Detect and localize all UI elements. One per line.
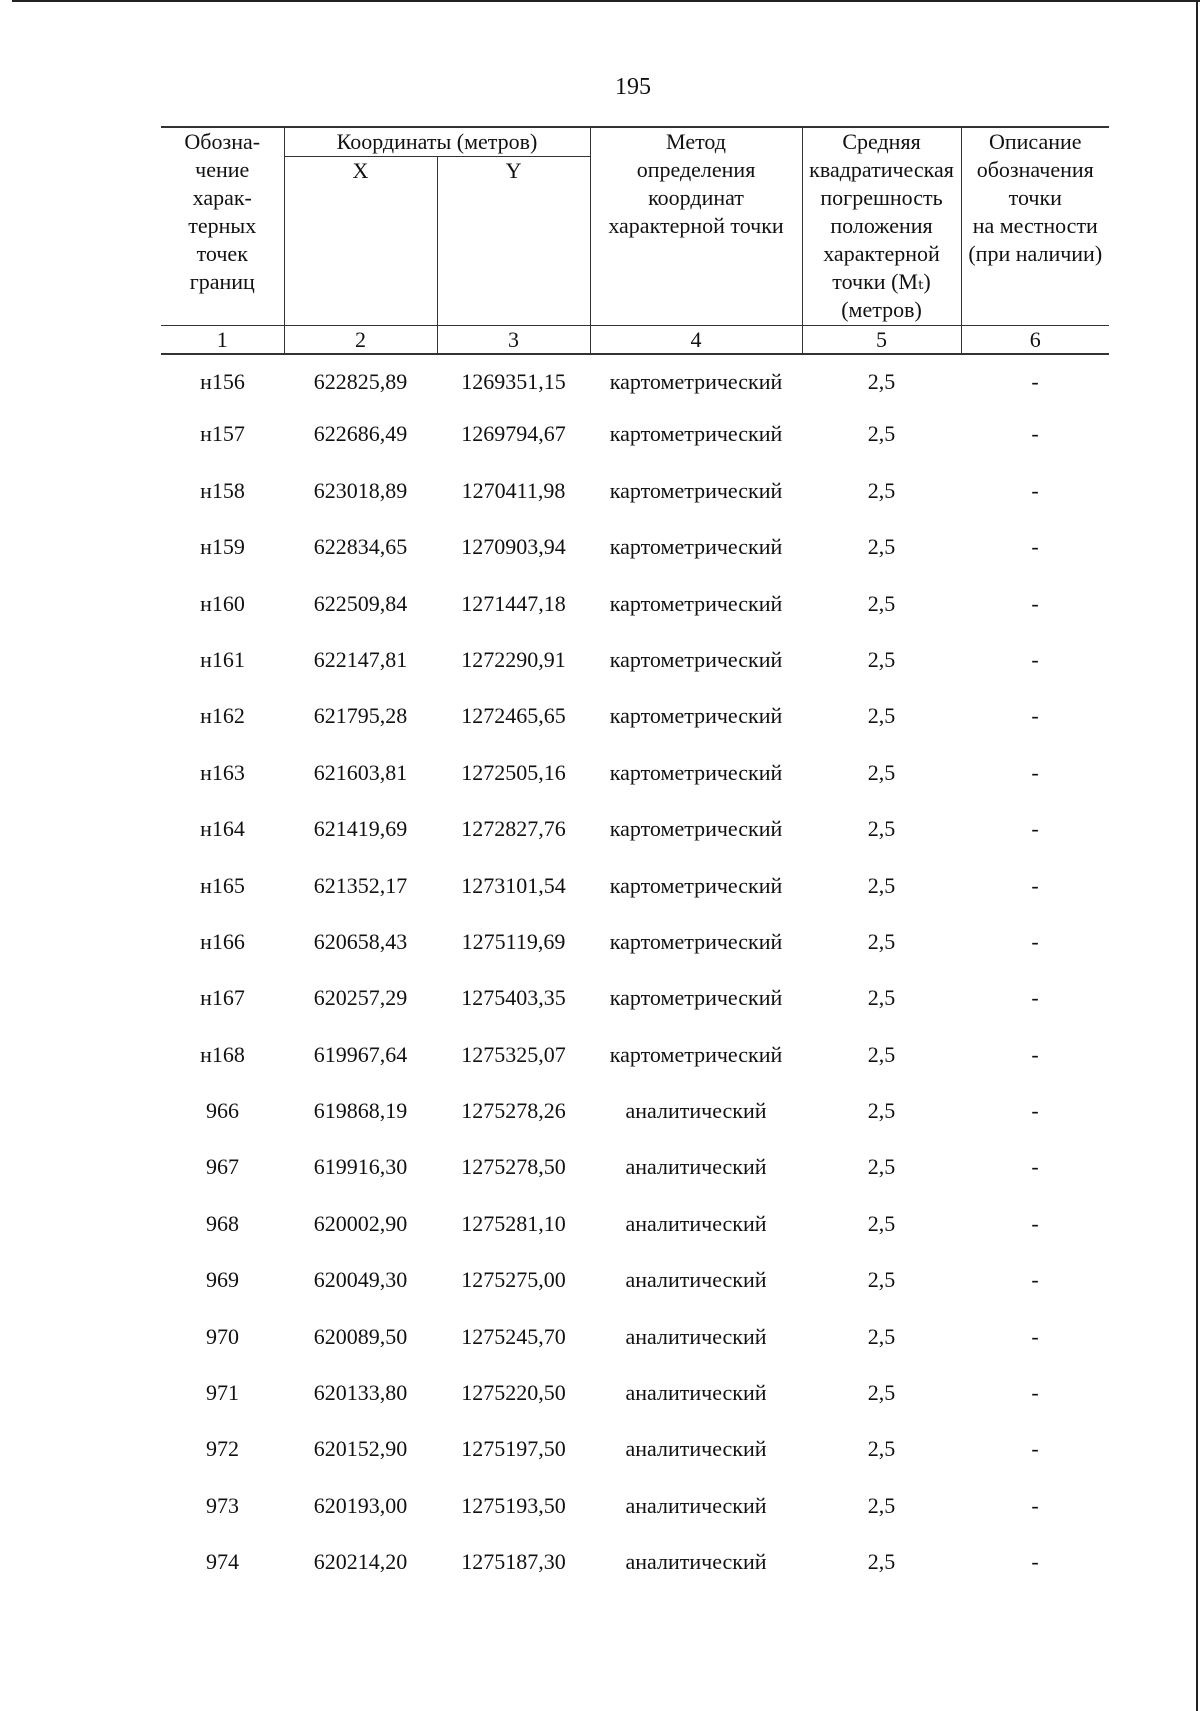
method-cell: картометрический	[609, 816, 783, 842]
description-cell: -	[1031, 928, 1039, 954]
error-cell: 2,5	[867, 872, 896, 898]
x-coordinate-cell: 622834,65	[313, 534, 408, 560]
x-coordinate-cell: 620658,43	[313, 928, 408, 954]
header-mean-square-error: Средняя квадратическая погрешность положения характерной точки (Mₜ) (метров)	[802, 127, 961, 326]
description-cell: -	[1031, 1210, 1039, 1236]
header-point-designation: Обозна- чение харак- терных точек границ	[161, 127, 284, 326]
description-cell: -	[1031, 646, 1039, 672]
error-cell: 2,5	[867, 703, 896, 729]
point-id-cell: н161	[200, 646, 245, 672]
point-id-cell: н157	[200, 421, 245, 447]
description-cell: -	[1031, 1549, 1039, 1575]
point-id-cell: 973	[206, 1492, 239, 1518]
point-id-cell: н165	[200, 872, 245, 898]
error-cell: 2,5	[867, 534, 896, 560]
point-id-cell: 971	[206, 1380, 239, 1406]
point-id-cell: н156	[200, 369, 245, 394]
description-cell: -	[1031, 477, 1039, 503]
method-cell: картометрический	[609, 590, 783, 616]
page-edge-top	[12, 0, 1200, 2]
x-coordinate-cell: 619916,30	[313, 1154, 408, 1180]
y-coordinate-cell: 1275119,69	[461, 928, 566, 954]
x-coordinate-cell: 619967,64	[313, 1041, 408, 1067]
table-row	[161, 1425, 1109, 1481]
error-cell: 2,5	[867, 421, 896, 447]
y-coordinate-cell: 1269351,15	[461, 369, 566, 394]
description-cell: -	[1031, 1492, 1039, 1518]
y-coordinate-cell: 1273101,54	[461, 872, 566, 898]
table-row	[161, 1087, 1109, 1143]
y-coordinate-cell: 1272827,76	[461, 816, 566, 842]
x-coordinate-cell: 620002,90	[313, 1210, 408, 1236]
y-coordinate-cell: 1275197,50	[461, 1436, 566, 1462]
page-number: 195	[615, 74, 651, 100]
table-row	[161, 1538, 1109, 1594]
point-id-cell: 967	[206, 1154, 239, 1180]
x-coordinate-cell: 621419,69	[313, 816, 408, 842]
point-id-cell: н164	[200, 816, 245, 842]
description-cell: -	[1031, 985, 1039, 1011]
header-x: X	[284, 157, 437, 326]
x-coordinate-cell: 620193,00	[313, 1492, 408, 1518]
column-number: 4	[590, 326, 802, 355]
error-cell: 2,5	[867, 1492, 896, 1518]
method-cell: аналитический	[625, 1436, 767, 1462]
header-coordinates: Координаты (метров)	[284, 127, 590, 157]
description-cell: -	[1031, 1323, 1039, 1349]
method-cell: картометрический	[609, 759, 783, 785]
description-cell: -	[1031, 1098, 1039, 1124]
y-coordinate-cell: 1270411,98	[461, 477, 566, 503]
table-row	[161, 1256, 1109, 1312]
point-id-cell: 968	[206, 1210, 239, 1236]
x-coordinate-cell: 621795,28	[313, 703, 408, 729]
error-cell: 2,5	[867, 369, 896, 394]
point-id-cell: н163	[200, 759, 245, 785]
y-coordinate-cell: 1275403,35	[461, 985, 566, 1011]
page-edge-right	[1196, 0, 1198, 1711]
y-coordinate-cell: 1272505,16	[461, 759, 566, 785]
method-cell: картометрический	[609, 369, 783, 394]
point-id-cell: н160	[200, 590, 245, 616]
column-number: 6	[961, 326, 1109, 355]
description-cell: -	[1031, 1380, 1039, 1406]
description-cell: -	[1031, 759, 1039, 785]
method-cell: картометрический	[609, 872, 783, 898]
point-id-cell: н159	[200, 534, 245, 560]
table-body	[161, 354, 1109, 1595]
table-row	[161, 1482, 1109, 1538]
point-id-cell: 970	[206, 1323, 239, 1349]
column-number: 5	[802, 326, 961, 355]
y-coordinate-cell: 1275281,10	[461, 1210, 566, 1236]
y-coordinate-cell: 1275245,70	[461, 1323, 566, 1349]
description-cell: -	[1031, 816, 1039, 842]
x-coordinate-cell: 620049,30	[313, 1267, 408, 1293]
error-cell: 2,5	[867, 928, 896, 954]
table-row	[161, 1200, 1109, 1256]
x-coordinate-cell: 620257,29	[313, 985, 408, 1011]
table-row	[161, 974, 1109, 1030]
x-coordinate-cell: 623018,89	[313, 477, 408, 503]
error-cell: 2,5	[867, 985, 896, 1011]
table-row	[161, 467, 1109, 523]
table-row	[161, 918, 1109, 974]
y-coordinate-cell: 1269794,67	[461, 421, 566, 447]
table-row	[161, 862, 1109, 918]
column-number: 1	[161, 326, 284, 355]
error-cell: 2,5	[867, 646, 896, 672]
column-number: 2	[284, 326, 437, 355]
error-cell: 2,5	[867, 1154, 896, 1180]
table-row	[161, 749, 1109, 805]
method-cell: аналитический	[625, 1549, 767, 1575]
table-row	[161, 410, 1109, 466]
y-coordinate-cell: 1272290,91	[461, 646, 566, 672]
description-cell: -	[1031, 872, 1039, 898]
x-coordinate-cell: 622686,49	[313, 421, 408, 447]
method-cell: картометрический	[609, 534, 783, 560]
x-coordinate-cell: 620214,20	[313, 1549, 408, 1575]
error-cell: 2,5	[867, 759, 896, 785]
table-row	[161, 692, 1109, 748]
table-row	[161, 1369, 1109, 1425]
description-cell: -	[1031, 1436, 1039, 1462]
method-cell: аналитический	[625, 1380, 767, 1406]
header-method: Метод определения координат характерной точки	[590, 127, 802, 326]
point-id-cell: н158	[200, 477, 245, 503]
point-id-cell: н167	[200, 985, 245, 1011]
point-id-cell: 974	[206, 1549, 239, 1575]
point-id-cell: 972	[206, 1436, 239, 1462]
error-cell: 2,5	[867, 1380, 896, 1406]
y-coordinate-cell: 1275187,30	[461, 1549, 566, 1575]
error-cell: 2,5	[867, 1323, 896, 1349]
description-cell: -	[1031, 534, 1039, 560]
table-row	[161, 1143, 1109, 1199]
x-coordinate-cell: 620152,90	[313, 1436, 408, 1462]
point-id-cell: 969	[206, 1267, 239, 1293]
method-cell: аналитический	[625, 1154, 767, 1180]
table-row	[161, 580, 1109, 636]
method-cell: картометрический	[609, 703, 783, 729]
table-row	[161, 1031, 1109, 1087]
y-coordinate-cell: 1275275,00	[461, 1267, 566, 1293]
x-coordinate-cell: 622825,89	[313, 369, 408, 394]
x-coordinate-cell: 619868,19	[313, 1098, 408, 1124]
y-coordinate-cell: 1272465,65	[461, 703, 566, 729]
error-cell: 2,5	[867, 590, 896, 616]
table-row	[161, 805, 1109, 861]
x-coordinate-cell: 620133,80	[313, 1380, 408, 1406]
point-id-cell: н162	[200, 703, 245, 729]
table-row	[161, 354, 1109, 410]
table-row	[161, 636, 1109, 692]
y-coordinate-cell: 1275220,50	[461, 1380, 566, 1406]
method-cell: картометрический	[609, 1041, 783, 1067]
y-coordinate-cell: 1275193,50	[461, 1492, 566, 1518]
y-coordinate-cell: 1270903,94	[461, 534, 566, 560]
method-cell: картометрический	[609, 646, 783, 672]
point-id-cell: 966	[206, 1098, 239, 1124]
method-cell: картометрический	[609, 985, 783, 1011]
description-cell: -	[1031, 1267, 1039, 1293]
x-coordinate-cell: 622147,81	[313, 646, 408, 672]
error-cell: 2,5	[867, 816, 896, 842]
method-cell: картометрический	[609, 421, 783, 447]
point-id-cell: н166	[200, 928, 245, 954]
description-cell: -	[1031, 369, 1039, 394]
y-coordinate-cell: 1275278,26	[461, 1098, 566, 1124]
point-id-cell: н168	[200, 1041, 245, 1067]
table-row	[161, 1313, 1109, 1369]
method-cell: аналитический	[625, 1098, 767, 1124]
error-cell: 2,5	[867, 1210, 896, 1236]
method-cell: аналитический	[625, 1323, 767, 1349]
description-cell: -	[1031, 703, 1039, 729]
header-y: Y	[437, 157, 590, 326]
column-number: 3	[437, 326, 590, 355]
y-coordinate-cell: 1275278,50	[461, 1154, 566, 1180]
method-cell: аналитический	[625, 1210, 767, 1236]
x-coordinate-cell: 622509,84	[313, 590, 408, 616]
error-cell: 2,5	[867, 1436, 896, 1462]
error-cell: 2,5	[867, 1267, 896, 1293]
error-cell: 2,5	[867, 1549, 896, 1575]
description-cell: -	[1031, 1154, 1039, 1180]
table-row	[161, 523, 1109, 579]
description-cell: -	[1031, 1041, 1039, 1067]
x-coordinate-cell: 620089,50	[313, 1323, 408, 1349]
method-cell: аналитический	[625, 1492, 767, 1518]
y-coordinate-cell: 1271447,18	[461, 590, 566, 616]
x-coordinate-cell: 621352,17	[313, 872, 408, 898]
coordinates-table	[161, 126, 1109, 1595]
description-cell: -	[1031, 590, 1039, 616]
error-cell: 2,5	[867, 1098, 896, 1124]
description-cell: -	[1031, 421, 1039, 447]
y-coordinate-cell: 1275325,07	[461, 1041, 566, 1067]
error-cell: 2,5	[867, 1041, 896, 1067]
header-description: Описание обозначения точки на местности (при наличии)	[961, 127, 1109, 326]
error-cell: 2,5	[867, 477, 896, 503]
x-coordinate-cell: 621603,81	[313, 759, 408, 785]
method-cell: аналитический	[625, 1267, 767, 1293]
method-cell: картометрический	[609, 928, 783, 954]
method-cell: картометрический	[609, 477, 783, 503]
